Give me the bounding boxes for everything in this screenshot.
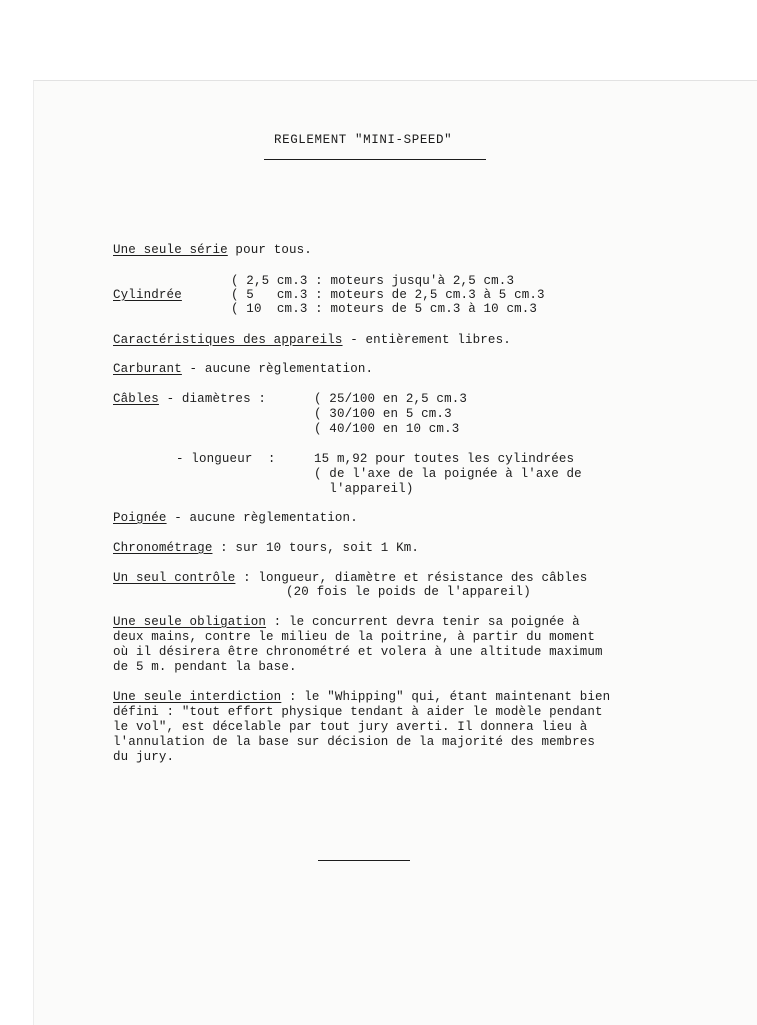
caracteristiques-label: Caractéristiques des appareils: [113, 333, 343, 347]
cylindree-label: Cylindrée: [113, 288, 182, 302]
serie-line: [113, 243, 312, 258]
cables-diametre-row: ( 25/100 en 2,5 cm.3: [314, 392, 468, 406]
controle-line: [113, 571, 587, 586]
closing-rule: [318, 860, 410, 861]
cylindree-row: ( 5 cm.3 : moteurs de 2,5 cm.3 à 5 cm.3: [231, 288, 545, 302]
obligation-line: [113, 615, 580, 630]
carburant-line: [113, 362, 373, 377]
poignee-line: [113, 511, 358, 526]
chronometrage-line: [113, 541, 419, 556]
interdiction-row: le vol", est décelable par tout jury averti. Il donnera lieu à: [113, 720, 588, 734]
carburant-label: Carburant: [113, 362, 182, 376]
cables-diametres-label: - diamètres :: [158, 392, 267, 406]
carburant-text: - aucune règlementation.: [181, 362, 374, 376]
obligation-row: où il désirera être chronométré et volera à une altitude maximum: [113, 645, 603, 659]
caracteristiques-text: - entièrement libres.: [342, 333, 511, 347]
cylindree-row: ( 10 cm.3 : moteurs de 5 cm.3 à 10 cm.3: [231, 302, 538, 316]
cables-longueur-row: l'appareil): [314, 482, 414, 496]
cables-longueur-row: ( de l'axe de la poignée à l'axe de: [314, 467, 582, 481]
obligation-row: deux mains, contre le milieu de la poitrine, à partir du moment: [113, 630, 596, 644]
obligation-label: Une seule obligation: [113, 615, 267, 629]
chronometrage-text: : sur 10 tours, soit 1 Km.: [212, 541, 420, 555]
controle-label: Un seul contrôle: [113, 571, 236, 585]
cylindree-row: ( 2,5 cm.3 : moteurs jusqu'à 2,5 cm.3: [231, 274, 515, 288]
cables-diametre-row: ( 40/100 en 10 cm.3: [314, 422, 460, 436]
obligation-row: de 5 m. pendant la base.: [113, 660, 297, 674]
cables-diametre-row: ( 30/100 en 5 cm.3: [314, 407, 452, 421]
document-title: REGLEMENT "MINI-SPEED": [274, 133, 453, 147]
interdiction-text: : le "Whipping" qui, étant maintenant bien: [281, 690, 611, 704]
title-underline: [264, 159, 486, 160]
interdiction-line: [113, 690, 610, 705]
obligation-text: : le concurrent devra tenir sa poignée à: [266, 615, 580, 629]
serie-text: pour tous.: [227, 243, 312, 257]
serie-label: Une seule série: [113, 243, 228, 257]
interdiction-row: l'annulation de la base sur décision de la majorité des membres: [113, 735, 596, 749]
poignee-label: Poignée: [113, 511, 167, 525]
caracteristiques-line: [113, 333, 511, 348]
chronometrage-label: Chronométrage: [113, 541, 213, 555]
controle-text: : longueur, diamètre et résistance des câbles: [235, 571, 588, 585]
cables-longueur-label: - longueur :: [176, 452, 276, 466]
controle-continuation: (20 fois le poids de l'appareil): [286, 585, 531, 599]
cables-label: Câbles: [113, 392, 159, 406]
interdiction-label: Une seule interdiction: [113, 690, 282, 704]
cables-line: [113, 392, 266, 407]
poignee-text: - aucune règlementation.: [166, 511, 358, 525]
interdiction-row: du jury.: [113, 750, 175, 764]
cables-longueur-row: 15 m,92 pour toutes les cylindrées: [314, 452, 575, 466]
interdiction-row: défini : "tout effort physique tendant à aider le modèle pendant: [113, 705, 603, 719]
